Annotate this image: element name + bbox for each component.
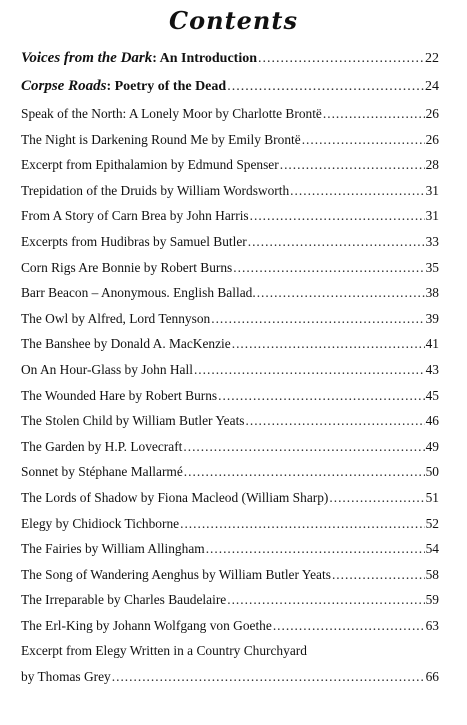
section-subtitle: : An Introduction [152, 51, 258, 66]
page-number: 45 [425, 387, 439, 403]
toc-entry[interactable] [21, 643, 439, 669]
page-number: 22 [425, 51, 439, 66]
entry-title: The Banshee by Donald A. MacKenzie [21, 336, 231, 352]
leader-dots [183, 439, 424, 455]
entry-title: The Song of Wandering Aenghus by William Butler Yeats [21, 566, 331, 582]
page-number: 50 [425, 464, 439, 480]
page-number: 58 [425, 566, 439, 582]
page-number: 46 [425, 413, 439, 429]
toc-section[interactable] [21, 78, 439, 106]
page-number: 66 [425, 669, 439, 685]
entry-title: Excerpt from Elegy Written in a Country Churchyard [21, 643, 307, 659]
toc-entry[interactable] [21, 618, 439, 644]
leader-dots [246, 413, 425, 429]
leader-dots [218, 388, 424, 404]
page-number: 41 [425, 336, 439, 352]
toc-entry[interactable] [21, 285, 439, 311]
leader-dots [257, 285, 425, 301]
entry-title: The Garden by H.P. Lovecraft [21, 438, 183, 454]
entry-title: Trepidation of the Druids by William Wordsworth [21, 182, 290, 198]
page-number: 43 [425, 361, 439, 377]
page-number: 59 [425, 592, 439, 608]
leader-dots [332, 567, 425, 583]
page-number: 24 [425, 79, 439, 94]
section-series: Voices from the Dark [21, 50, 153, 66]
entry-title: The Lords of Shadow by Fiona Macleod (William Sharp) [21, 489, 329, 505]
leader-dots [227, 79, 424, 95]
page-number: 35 [425, 259, 439, 275]
section-series: Corpse Roads [21, 78, 107, 94]
entry-title: Elegy by Chidiock Tichborne [21, 515, 180, 531]
leader-dots [180, 516, 425, 532]
entry-title: The Owl by Alfred, Lord Tennyson [21, 310, 211, 326]
leader-dots [248, 234, 425, 250]
toc-entry[interactable] [21, 490, 439, 516]
leader-dots [302, 132, 425, 148]
leader-dots [112, 669, 425, 685]
entry-title: Sonnet by Stéphane Mallarmé [21, 464, 183, 480]
page-number: 52 [425, 515, 439, 531]
leader-dots [329, 490, 424, 506]
toc-entry[interactable] [21, 362, 439, 388]
page-title: Contents [169, 6, 298, 35]
page-number: 38 [425, 285, 439, 301]
toc-entry[interactable] [21, 106, 439, 132]
entry-title: Excerpts from Hudibras by Samuel Butler [21, 233, 247, 249]
toc-entry[interactable] [21, 413, 439, 439]
entry-title: The Stolen Child by William Butler Yeats [21, 413, 245, 429]
entry-title: Barr Beacon – Anonymous. English Ballad. [21, 285, 256, 301]
page-number: 26 [425, 131, 439, 147]
leader-dots [206, 541, 425, 557]
page-number: 63 [425, 617, 439, 633]
toc-entry[interactable] [21, 567, 439, 593]
page-number: 54 [425, 541, 439, 557]
toc-entry[interactable] [21, 234, 439, 260]
toc-entry[interactable] [21, 388, 439, 414]
toc-entry-list [21, 106, 439, 643]
toc-entry[interactable] [21, 208, 439, 234]
entry-title: From A Story of Carn Brea by John Harris [21, 208, 249, 224]
leader-dots [194, 362, 425, 378]
page-number: 33 [425, 233, 439, 249]
toc-entry[interactable] [21, 311, 439, 337]
page-number: 26 [425, 106, 439, 121]
page-number: 31 [425, 182, 439, 198]
leader-dots [280, 157, 425, 173]
toc-entry[interactable] [21, 516, 439, 542]
leader-dots [184, 464, 425, 480]
leader-dots [233, 260, 424, 276]
toc-entry[interactable] [21, 439, 439, 465]
entry-title: The Fairies by William Allingham [21, 541, 205, 557]
toc-entry[interactable] [21, 132, 439, 158]
table-of-contents [21, 50, 439, 695]
toc-entry[interactable] [21, 336, 439, 362]
entry-title: The Irreparable by Charles Baudelaire [21, 592, 227, 608]
leader-dots [227, 592, 424, 608]
toc-entry[interactable] [21, 464, 439, 490]
page-number: 31 [425, 208, 439, 224]
entry-title: Speak of the North: A Lonely Moor by Charlotte Brontë [21, 106, 322, 121]
entry-title: On An Hour-Glass by John Hall [21, 361, 193, 377]
leader-dots [258, 51, 424, 67]
entry-title: The Wounded Hare by Robert Burns [21, 387, 218, 403]
toc-entry[interactable] [21, 183, 439, 209]
toc-entry[interactable] [21, 541, 439, 567]
page-number: 51 [425, 489, 439, 505]
toc-section[interactable] [21, 50, 439, 78]
page-number: 28 [425, 157, 439, 173]
leader-dots [232, 336, 425, 352]
leader-dots [290, 183, 424, 199]
leader-dots [250, 208, 425, 224]
leader-dots [273, 618, 425, 634]
toc-entry[interactable] [21, 592, 439, 618]
entry-title: by Thomas Grey [21, 669, 111, 685]
entry-title: Corn Rigs Are Bonnie by Robert Burns [21, 259, 233, 275]
entry-title: The Night is Darkening Round Me by Emily Brontë [21, 131, 301, 147]
toc-entry[interactable] [21, 157, 439, 183]
entry-title: The Erl-King by Johann Wolfgang von Goethe [21, 617, 272, 633]
toc-entry-continuation[interactable] [21, 669, 439, 695]
toc-entry[interactable] [21, 260, 439, 286]
page-number: 49 [425, 438, 439, 454]
leader-dots [323, 106, 425, 122]
entry-title: Excerpt from Epithalamion by Edmund Spenser [21, 157, 279, 173]
page-number: 39 [425, 310, 439, 326]
leader-dots [211, 311, 424, 327]
section-subtitle: : Poetry of the Dead [106, 79, 227, 94]
